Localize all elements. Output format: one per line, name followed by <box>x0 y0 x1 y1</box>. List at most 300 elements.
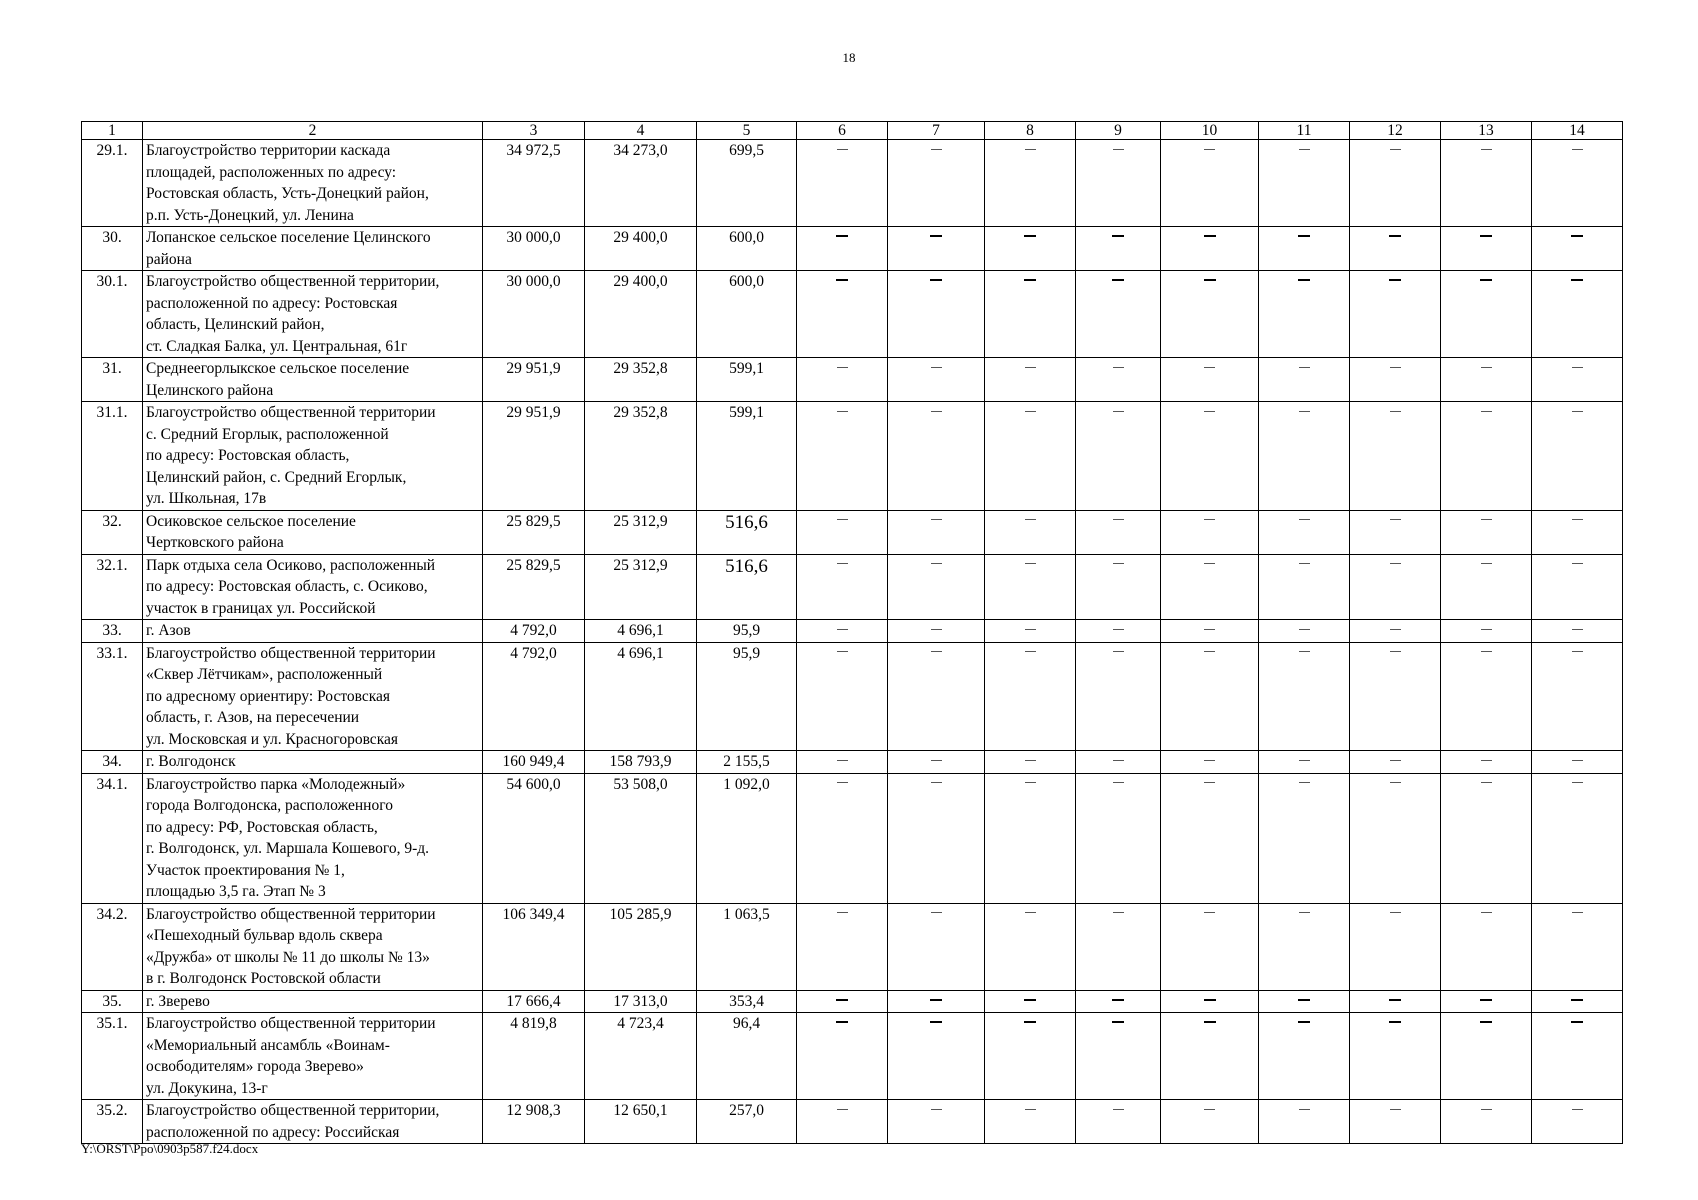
dash-mark <box>1572 760 1583 761</box>
dash-cell <box>888 620 985 643</box>
dash-mark <box>837 629 848 630</box>
table-row <box>82 1013 1623 1100</box>
dash-cell <box>1532 751 1623 774</box>
value-federal: 105 285,9 <box>585 903 697 990</box>
header-cell: 12 <box>1350 122 1441 140</box>
dash-cell <box>1259 1013 1350 1100</box>
dash-cell <box>1441 1013 1532 1100</box>
dash-cell <box>1161 642 1259 751</box>
dash-mark <box>1299 782 1310 783</box>
dash-cell <box>1350 227 1441 271</box>
dash-mark <box>930 235 942 237</box>
dash-mark <box>1572 519 1583 520</box>
value-regional: 599,1 <box>697 402 797 511</box>
dash-cell <box>888 990 985 1013</box>
dash-mark <box>1025 367 1036 368</box>
value-federal: 29 400,0 <box>585 271 697 358</box>
header-cell: 13 <box>1441 122 1532 140</box>
table-row <box>82 402 1623 511</box>
dash-cell <box>1441 903 1532 990</box>
table-row <box>82 554 1623 620</box>
dash-cell <box>797 1013 888 1100</box>
dash-cell <box>797 358 888 402</box>
dash-mark <box>1390 367 1401 368</box>
value-total: 29 951,9 <box>483 402 585 511</box>
dash-cell <box>1350 402 1441 511</box>
dash-cell <box>1350 1013 1441 1100</box>
dash-mark <box>1024 999 1036 1001</box>
header-row <box>82 122 1623 140</box>
dash-mark <box>1389 279 1401 281</box>
dash-mark <box>837 760 848 761</box>
value-federal: 29 352,8 <box>585 402 697 511</box>
dash-cell <box>985 140 1076 227</box>
dash-mark <box>1204 235 1216 237</box>
dash-cell <box>1350 751 1441 774</box>
dash-mark <box>1390 782 1401 783</box>
dash-mark <box>1572 411 1583 412</box>
dash-cell <box>1441 620 1532 643</box>
dash-cell <box>797 227 888 271</box>
dash-mark <box>931 651 942 652</box>
dash-mark <box>1481 149 1492 150</box>
dash-mark <box>1572 629 1583 630</box>
dash-mark <box>1024 235 1036 237</box>
dash-cell <box>1259 990 1350 1013</box>
value-federal: 4 723,4 <box>585 1013 697 1100</box>
dash-cell <box>985 227 1076 271</box>
dash-mark <box>1572 1109 1583 1110</box>
dash-mark <box>1571 1021 1583 1023</box>
dash-cell <box>1076 751 1161 774</box>
dash-cell <box>985 402 1076 511</box>
dash-mark <box>931 912 942 913</box>
dash-mark <box>1481 519 1492 520</box>
value-federal: 12 650,1 <box>585 1100 697 1144</box>
dash-cell <box>1076 358 1161 402</box>
dash-mark <box>1390 149 1401 150</box>
value-federal: 29 352,8 <box>585 358 697 402</box>
dash-mark <box>1299 519 1310 520</box>
row-name: Благоустройство общественной территории, расположенной по адресу: Ростовская область, Целинский район, ст. Сладкая Балка, ул. Центральная, 61г <box>143 271 483 358</box>
dash-mark <box>931 629 942 630</box>
table-row <box>82 510 1623 554</box>
dash-mark <box>1113 367 1124 368</box>
header-cell: 11 <box>1259 122 1350 140</box>
dash-mark <box>1112 279 1124 281</box>
dash-mark <box>836 1021 848 1023</box>
dash-cell <box>1161 271 1259 358</box>
header-cell: 5 <box>697 122 797 140</box>
dash-cell <box>1350 358 1441 402</box>
dash-cell <box>1350 271 1441 358</box>
value-regional: 600,0 <box>697 227 797 271</box>
dash-cell <box>985 358 1076 402</box>
dash-cell <box>1259 620 1350 643</box>
dash-cell <box>797 642 888 751</box>
header-cell: 14 <box>1532 122 1623 140</box>
value-regional: 1 092,0 <box>697 773 797 903</box>
dash-cell <box>1076 620 1161 643</box>
value-federal: 4 696,1 <box>585 642 697 751</box>
dash-mark <box>1390 563 1401 564</box>
dash-cell <box>985 510 1076 554</box>
dash-cell <box>1350 773 1441 903</box>
dash-mark <box>1571 279 1583 281</box>
budget-table <box>81 121 1623 1144</box>
dash-cell <box>888 271 985 358</box>
header-cell: 1 <box>82 122 143 140</box>
dash-mark <box>1025 782 1036 783</box>
dash-mark <box>1480 999 1492 1001</box>
value-regional: 600,0 <box>697 271 797 358</box>
dash-cell <box>1076 903 1161 990</box>
dash-mark <box>1572 912 1583 913</box>
dash-mark <box>1025 912 1036 913</box>
dash-cell <box>1441 227 1532 271</box>
dash-mark <box>1299 651 1310 652</box>
dash-cell <box>1532 358 1623 402</box>
value-total: 25 829,5 <box>483 554 585 620</box>
dash-mark <box>1025 149 1036 150</box>
dash-mark <box>1480 1021 1492 1023</box>
row-number: 35.2. <box>82 1100 143 1144</box>
dash-cell <box>1532 510 1623 554</box>
dash-mark <box>1113 651 1124 652</box>
dash-mark <box>1481 629 1492 630</box>
row-name: Благоустройство общественной территории «Мемориальный ансамбль «Воинам- освободителям» города Зверево» ул. Докукина, 13-г <box>143 1013 483 1100</box>
row-number: 31. <box>82 358 143 402</box>
dash-mark <box>1112 1021 1124 1023</box>
dash-mark <box>1113 782 1124 783</box>
dash-cell <box>797 751 888 774</box>
dash-cell <box>888 140 985 227</box>
dash-cell <box>888 1013 985 1100</box>
dash-mark <box>1390 1109 1401 1110</box>
dash-cell <box>985 903 1076 990</box>
dash-cell <box>1259 358 1350 402</box>
dash-cell <box>1441 271 1532 358</box>
dash-mark <box>1113 760 1124 761</box>
row-name: г. Волгодонск <box>143 751 483 774</box>
dash-mark <box>1204 563 1215 564</box>
dash-mark <box>1025 760 1036 761</box>
value-total: 29 951,9 <box>483 358 585 402</box>
dash-cell <box>888 773 985 903</box>
dash-mark <box>930 279 942 281</box>
dash-cell <box>1441 358 1532 402</box>
value-total: 25 829,5 <box>483 510 585 554</box>
dash-mark <box>1025 1109 1036 1110</box>
dash-cell <box>1441 402 1532 511</box>
dash-mark <box>1389 999 1401 1001</box>
value-total: 12 908,3 <box>483 1100 585 1144</box>
row-name: Благоустройство общественной территории, расположенной по адресу: Российская <box>143 1100 483 1144</box>
header-cell: 6 <box>797 122 888 140</box>
value-federal: 29 400,0 <box>585 227 697 271</box>
dash-mark <box>1204 760 1215 761</box>
value-total: 34 972,5 <box>483 140 585 227</box>
dash-mark <box>1112 999 1124 1001</box>
dash-cell <box>1076 510 1161 554</box>
value-regional: 516,6 <box>697 510 797 554</box>
header-cell: 2 <box>143 122 483 140</box>
value-regional: 516,6 <box>697 554 797 620</box>
dash-cell <box>1076 271 1161 358</box>
dash-mark <box>930 999 942 1001</box>
dash-cell <box>797 510 888 554</box>
dash-cell <box>888 554 985 620</box>
dash-mark <box>1299 760 1310 761</box>
dash-cell <box>1076 990 1161 1013</box>
table-row <box>82 1100 1623 1144</box>
header-cell: 7 <box>888 122 985 140</box>
dash-mark <box>1204 782 1215 783</box>
dash-mark <box>1298 1021 1310 1023</box>
dash-mark <box>1204 1109 1215 1110</box>
dash-mark <box>1112 235 1124 237</box>
dash-cell <box>1441 140 1532 227</box>
dash-mark <box>1390 629 1401 630</box>
dash-cell <box>1532 1100 1623 1144</box>
dash-mark <box>1481 651 1492 652</box>
dash-cell <box>1532 903 1623 990</box>
dash-mark <box>1204 629 1215 630</box>
dash-cell <box>1259 1100 1350 1144</box>
dash-mark <box>1571 235 1583 237</box>
dash-mark <box>1025 563 1036 564</box>
dash-mark <box>931 760 942 761</box>
value-federal: 25 312,9 <box>585 554 697 620</box>
value-total: 4 819,8 <box>483 1013 585 1100</box>
dash-mark <box>1025 651 1036 652</box>
row-number: 31.1. <box>82 402 143 511</box>
dash-mark <box>1024 1021 1036 1023</box>
dash-cell <box>1161 554 1259 620</box>
value-regional: 699,5 <box>697 140 797 227</box>
table-row <box>82 903 1623 990</box>
dash-cell <box>797 554 888 620</box>
dash-cell <box>1350 140 1441 227</box>
dash-mark <box>1204 149 1215 150</box>
dash-mark <box>1481 367 1492 368</box>
dash-mark <box>1113 519 1124 520</box>
dash-cell <box>985 620 1076 643</box>
dash-mark <box>1390 760 1401 761</box>
value-federal: 17 313,0 <box>585 990 697 1013</box>
dash-mark <box>1298 235 1310 237</box>
dash-mark <box>1572 367 1583 368</box>
dash-mark <box>1571 999 1583 1001</box>
dash-mark <box>1204 651 1215 652</box>
dash-mark <box>836 235 848 237</box>
dash-mark <box>1299 1109 1310 1110</box>
value-federal: 25 312,9 <box>585 510 697 554</box>
dash-cell <box>1350 903 1441 990</box>
dash-mark <box>931 149 942 150</box>
row-number: 30.1. <box>82 271 143 358</box>
dash-cell <box>1076 554 1161 620</box>
file-path-footer: Y:\ORST\Ppo\0903p587.f24.docx <box>81 1141 259 1156</box>
dash-cell <box>1076 642 1161 751</box>
dash-mark <box>837 912 848 913</box>
dash-cell <box>1532 402 1623 511</box>
dash-cell <box>1259 903 1350 990</box>
dash-cell <box>797 903 888 990</box>
dash-cell <box>1532 990 1623 1013</box>
dash-cell <box>888 402 985 511</box>
dash-cell <box>1259 554 1350 620</box>
row-number: 35. <box>82 990 143 1013</box>
dash-mark <box>1025 411 1036 412</box>
dash-mark <box>1024 279 1036 281</box>
dash-mark <box>837 563 848 564</box>
dash-cell <box>888 642 985 751</box>
value-federal: 158 793,9 <box>585 751 697 774</box>
dash-mark <box>1204 912 1215 913</box>
dash-cell <box>1350 510 1441 554</box>
dash-mark <box>1480 279 1492 281</box>
dash-mark <box>1113 1109 1124 1110</box>
dash-cell <box>888 227 985 271</box>
table-row <box>82 271 1623 358</box>
table-row <box>82 751 1623 774</box>
value-regional: 353,4 <box>697 990 797 1013</box>
value-total: 17 666,4 <box>483 990 585 1013</box>
dash-cell <box>1259 773 1350 903</box>
dash-mark <box>1204 999 1216 1001</box>
value-total: 160 949,4 <box>483 751 585 774</box>
dash-mark <box>1389 235 1401 237</box>
dash-mark <box>1390 912 1401 913</box>
dash-mark <box>1299 912 1310 913</box>
dash-cell <box>1076 140 1161 227</box>
dash-cell <box>797 1100 888 1144</box>
dash-mark <box>1113 912 1124 913</box>
table-row <box>82 773 1623 903</box>
dash-cell <box>797 990 888 1013</box>
dash-cell <box>1259 510 1350 554</box>
dash-cell <box>1259 140 1350 227</box>
dash-cell <box>1350 620 1441 643</box>
page-number: 18 <box>842 50 856 65</box>
header-cell: 10 <box>1161 122 1259 140</box>
header-cell: 8 <box>985 122 1076 140</box>
dash-mark <box>1113 563 1124 564</box>
dash-cell <box>1161 510 1259 554</box>
value-federal: 4 696,1 <box>585 620 697 643</box>
dash-mark <box>1025 629 1036 630</box>
dash-mark <box>836 279 848 281</box>
dash-cell <box>985 642 1076 751</box>
dash-mark <box>1113 149 1124 150</box>
dash-cell <box>1076 402 1161 511</box>
dash-cell <box>985 751 1076 774</box>
dash-cell <box>1259 227 1350 271</box>
row-name: Лопанское сельское поселение Целинского района <box>143 227 483 271</box>
dash-mark <box>1572 149 1583 150</box>
dash-cell <box>888 903 985 990</box>
dash-cell <box>1532 227 1623 271</box>
row-name: Благоустройство территории каскада площадей, расположенных по адресу: Ростовская область, Усть-Донецкий район, р.п. Усть-Донецкий, ул. Ленина <box>143 140 483 227</box>
header-cell: 9 <box>1076 122 1161 140</box>
dash-cell <box>1532 773 1623 903</box>
dash-cell <box>888 510 985 554</box>
dash-cell <box>1441 554 1532 620</box>
dash-cell <box>1441 751 1532 774</box>
dash-mark <box>1390 651 1401 652</box>
row-name: Благоустройство общественной территории с. Средний Егорлык, расположенной по адресу: Ростовская область, Целинский район, с. Средний Егорлык, ул. Школьная, 17в <box>143 402 483 511</box>
row-number: 29.1. <box>82 140 143 227</box>
dash-mark <box>1481 912 1492 913</box>
dash-mark <box>931 411 942 412</box>
dash-cell <box>985 1013 1076 1100</box>
dash-cell <box>985 773 1076 903</box>
row-number: 34.1. <box>82 773 143 903</box>
dash-mark <box>930 1021 942 1023</box>
dash-mark <box>1299 411 1310 412</box>
dash-cell <box>1161 1100 1259 1144</box>
row-name: Парк отдыха села Осиково, расположенный по адресу: Ростовская область, с. Осиково, участок в границах ул. Российской <box>143 554 483 620</box>
dash-cell <box>1161 402 1259 511</box>
dash-mark <box>837 782 848 783</box>
dash-mark <box>1298 999 1310 1001</box>
dash-cell <box>1161 903 1259 990</box>
dash-mark <box>1481 1109 1492 1110</box>
dash-cell <box>1076 773 1161 903</box>
row-number: 30. <box>82 227 143 271</box>
row-name: г. Зверево <box>143 990 483 1013</box>
dash-mark <box>1481 411 1492 412</box>
dash-cell <box>797 773 888 903</box>
value-regional: 599,1 <box>697 358 797 402</box>
dash-cell <box>797 271 888 358</box>
dash-mark <box>1572 563 1583 564</box>
dash-cell <box>1259 402 1350 511</box>
row-name: Благоустройство общественной территории «Сквер Лётчикам», расположенный по адресному ориентиру: Ростовская область, г. Азов, на пересечении ул. Московская и ул. Красногоровская <box>143 642 483 751</box>
dash-cell <box>1532 271 1623 358</box>
row-number: 32.1. <box>82 554 143 620</box>
dash-cell <box>1350 990 1441 1013</box>
dash-mark <box>1481 760 1492 761</box>
dash-mark <box>1572 651 1583 652</box>
table-row <box>82 642 1623 751</box>
dash-mark <box>1481 782 1492 783</box>
dash-mark <box>1204 1021 1216 1023</box>
dash-cell <box>1161 990 1259 1013</box>
dash-cell <box>797 620 888 643</box>
row-name: г. Азов <box>143 620 483 643</box>
value-regional: 2 155,5 <box>697 751 797 774</box>
dash-mark <box>1299 367 1310 368</box>
row-number: 34. <box>82 751 143 774</box>
row-name: Осиковское сельское поселение Чертковского района <box>143 510 483 554</box>
table-row <box>82 358 1623 402</box>
dash-cell <box>985 990 1076 1013</box>
dash-cell <box>1350 1100 1441 1144</box>
dash-mark <box>837 411 848 412</box>
value-regional: 96,4 <box>697 1013 797 1100</box>
dash-cell <box>1161 227 1259 271</box>
dash-mark <box>837 1109 848 1110</box>
dash-mark <box>1390 411 1401 412</box>
dash-cell <box>1259 642 1350 751</box>
dash-cell <box>1441 642 1532 751</box>
dash-mark <box>1113 629 1124 630</box>
value-total: 4 792,0 <box>483 620 585 643</box>
row-number: 33. <box>82 620 143 643</box>
dash-cell <box>1441 990 1532 1013</box>
